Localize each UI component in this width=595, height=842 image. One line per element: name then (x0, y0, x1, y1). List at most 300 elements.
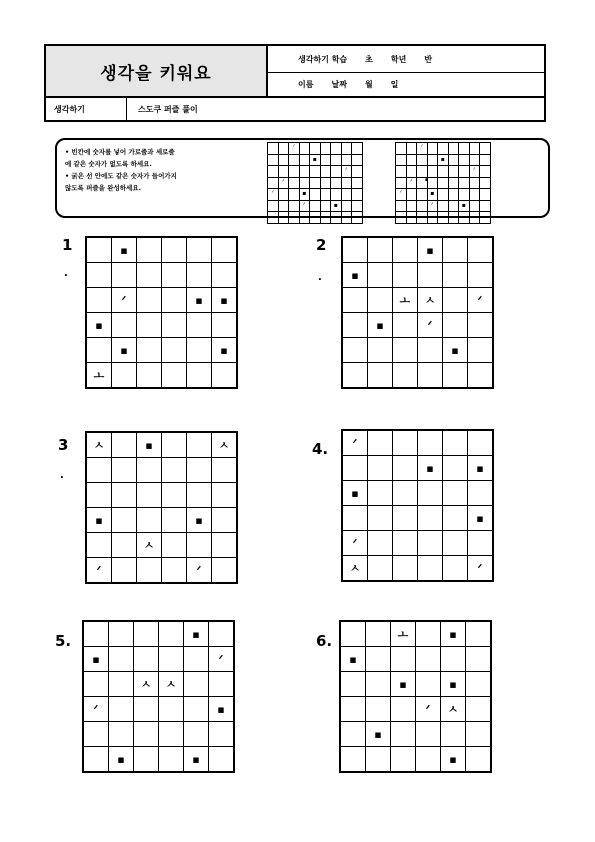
grid-cell[interactable] (368, 556, 393, 582)
grid-cell[interactable] (137, 313, 162, 338)
grid-cell[interactable] (162, 432, 187, 458)
grid-cell[interactable] (340, 621, 366, 647)
grid-cell[interactable] (418, 531, 443, 556)
header-field: 날짜 (331, 79, 347, 89)
grid-cell[interactable] (391, 697, 416, 722)
grid-cell[interactable] (162, 288, 187, 313)
grid-row (340, 697, 491, 722)
grid-row (342, 506, 493, 531)
grid-cell[interactable] (137, 483, 162, 508)
example-row (268, 189, 363, 201)
grid-cell[interactable] (366, 647, 391, 672)
grid-cell[interactable] (162, 458, 187, 483)
grid-cell[interactable] (418, 506, 443, 531)
grid-cell[interactable]: ᐟ (418, 313, 443, 338)
grid-cell[interactable] (212, 458, 238, 483)
grid-cell[interactable]: ▪ (187, 288, 212, 313)
grid-cell[interactable] (441, 647, 466, 672)
grid-cell[interactable] (466, 747, 492, 773)
grid-cell[interactable] (162, 338, 187, 363)
grid-cell[interactable] (466, 697, 492, 722)
grid-cell[interactable] (137, 288, 162, 313)
grid-cell[interactable] (184, 647, 209, 672)
grid-cell[interactable] (366, 621, 391, 647)
grid-cell[interactable]: ㅗ (86, 363, 112, 389)
grid-row (342, 456, 493, 481)
grid-cell[interactable] (137, 458, 162, 483)
grid-cell[interactable]: ᐟ (342, 430, 368, 456)
grid-cell[interactable]: ᐟ (112, 288, 137, 313)
grid-cell[interactable] (209, 621, 235, 647)
grid-cell[interactable] (134, 747, 159, 773)
grid-cell[interactable]: ▪ (443, 338, 468, 363)
grid-cell[interactable]: ᐟ (187, 558, 212, 584)
header-row-name (268, 72, 544, 98)
grid-cell[interactable] (368, 456, 393, 481)
grid-cell[interactable]: ㅗ (393, 288, 418, 313)
grid-cell[interactable] (162, 237, 187, 263)
grid-cell[interactable] (134, 722, 159, 747)
grid-cell[interactable]: ᐟ (468, 288, 494, 313)
grid-cell[interactable] (416, 722, 441, 747)
grid-cell[interactable] (112, 558, 137, 584)
example-cell (289, 212, 300, 224)
example-cell (480, 189, 491, 201)
grid-cell[interactable] (187, 263, 212, 288)
grid-cell[interactable] (393, 456, 418, 481)
grid-row (342, 531, 493, 556)
grid-cell[interactable] (443, 531, 468, 556)
grid-cell[interactable] (466, 672, 492, 697)
instruction-line: 에 같은 숫자가 없도록 하세요. (65, 160, 152, 168)
grid-cell[interactable] (212, 313, 238, 338)
example-cell (320, 189, 331, 201)
example-cell (417, 212, 428, 224)
example-cell (352, 189, 363, 201)
grid-cell[interactable] (443, 430, 468, 456)
grid-cell[interactable] (212, 533, 238, 558)
grid-cell[interactable] (137, 237, 162, 263)
grid-cell[interactable] (443, 456, 468, 481)
grid-cell[interactable]: ㅅ (86, 432, 112, 458)
grid-cell[interactable]: ▪ (137, 432, 162, 458)
grid-cell[interactable] (342, 288, 368, 313)
grid-cell[interactable] (340, 672, 366, 697)
grid-cell[interactable] (184, 722, 209, 747)
grid-cell[interactable] (109, 621, 134, 647)
example-cell (406, 189, 417, 201)
example-cell: ▪ (438, 154, 449, 166)
grid-cell[interactable] (443, 237, 468, 263)
grid-cell[interactable] (209, 747, 235, 773)
grid-cell[interactable] (441, 722, 466, 747)
grid-cell[interactable] (209, 672, 235, 697)
grid-cell[interactable] (86, 237, 112, 263)
header-row-info (268, 46, 544, 73)
grid-cell[interactable] (137, 338, 162, 363)
grid-cell[interactable] (112, 508, 137, 533)
example-cell (268, 143, 279, 155)
example-cell (396, 154, 407, 166)
puzzle-number: 6. (316, 632, 333, 650)
grid-cell[interactable] (134, 697, 159, 722)
grid-cell[interactable] (443, 556, 468, 582)
example-cell (289, 154, 300, 166)
grid-cell[interactable]: ▪ (109, 747, 134, 773)
grid-cell[interactable] (162, 508, 187, 533)
grid-cell[interactable]: ᐟ (209, 647, 235, 672)
grid-cell[interactable]: ▪ (468, 456, 494, 481)
grid-cell[interactable] (342, 363, 368, 389)
grid-cell[interactable]: ᐟ (468, 556, 494, 582)
grid-cell[interactable] (468, 338, 494, 363)
grid-cell[interactable] (368, 481, 393, 506)
example-cell: ᐟ (341, 166, 352, 178)
grid-cell[interactable] (109, 672, 134, 697)
example-cell: ▪ (331, 200, 342, 212)
grid-cell[interactable] (112, 432, 137, 458)
grid-cell[interactable] (109, 697, 134, 722)
grid-cell[interactable]: ▪ (468, 506, 494, 531)
example-cell (268, 200, 279, 212)
grid-cell[interactable] (418, 338, 443, 363)
grid-cell[interactable] (212, 363, 238, 389)
grid-cell[interactable] (83, 722, 109, 747)
grid-cell[interactable]: ㅅ (134, 672, 159, 697)
grid-row (340, 747, 491, 773)
grid-row (340, 672, 491, 697)
grid-cell[interactable] (162, 313, 187, 338)
grid-cell[interactable] (368, 506, 393, 531)
example-cell (406, 212, 417, 224)
example-cell (352, 154, 363, 166)
grid-cell[interactable] (83, 747, 109, 773)
grid-cell[interactable]: ᐟ (83, 697, 109, 722)
example-cell (448, 154, 459, 166)
grid-cell[interactable] (468, 313, 494, 338)
grid-cell[interactable]: ㅗ (391, 621, 416, 647)
grid-cell[interactable]: ᐟ (342, 531, 368, 556)
grid-cell[interactable] (443, 506, 468, 531)
grid-cell[interactable]: ㅅ (418, 288, 443, 313)
grid-cell[interactable] (342, 456, 368, 481)
grid-cell[interactable]: ㅅ (212, 432, 238, 458)
grid-cell[interactable] (162, 533, 187, 558)
grid-cell[interactable] (342, 338, 368, 363)
grid-cell[interactable] (340, 722, 366, 747)
example-cell: ▪ (299, 189, 310, 201)
example-cell: ᐟ (289, 143, 300, 155)
grid-cell[interactable] (112, 533, 137, 558)
grid-cell[interactable] (162, 483, 187, 508)
grid-cell[interactable]: ▪ (368, 313, 393, 338)
grid-cell[interactable] (393, 363, 418, 389)
instruction-line: • 빈칸에 숫자를 넣어 가로줄과 세로줄 (65, 148, 175, 156)
grid-cell[interactable] (391, 647, 416, 672)
grid-cell[interactable] (159, 722, 184, 747)
grid-cell[interactable]: ㅅ (441, 697, 466, 722)
example-cell (310, 212, 321, 224)
grid-cell[interactable] (468, 263, 494, 288)
grid-cell[interactable]: ᐟ (416, 697, 441, 722)
grid-cell[interactable] (393, 263, 418, 288)
grid-cell[interactable] (368, 288, 393, 313)
topic-label: 생각하기 (54, 105, 85, 114)
grid-cell[interactable]: ▪ (86, 313, 112, 338)
grid-row (340, 722, 491, 747)
example-row (268, 200, 363, 212)
grid-cell[interactable] (162, 263, 187, 288)
grid-cell[interactable] (416, 747, 441, 773)
example-cell (341, 200, 352, 212)
example-cell (469, 212, 480, 224)
grid-cell[interactable] (393, 531, 418, 556)
grid-row (86, 508, 237, 533)
grid-cell[interactable] (134, 647, 159, 672)
example-cell: ᐟ (427, 200, 438, 212)
grid-cell[interactable] (137, 363, 162, 389)
example-cell (278, 143, 289, 155)
example-row (268, 166, 363, 178)
grid-cell[interactable] (416, 672, 441, 697)
grid-cell[interactable] (187, 338, 212, 363)
grid-cell[interactable] (416, 647, 441, 672)
grid-cell[interactable] (366, 672, 391, 697)
grid-cell[interactable] (159, 697, 184, 722)
grid-cell[interactable] (418, 481, 443, 506)
grid-row (86, 533, 237, 558)
grid-cell[interactable] (187, 533, 212, 558)
grid-cell[interactable]: ▪ (212, 338, 238, 363)
example-cell (320, 143, 331, 155)
grid-cell[interactable] (342, 313, 368, 338)
grid-cell[interactable] (391, 747, 416, 773)
puzzle-number: 3 (58, 436, 69, 454)
grid-cell[interactable] (159, 747, 184, 773)
grid-cell[interactable] (443, 313, 468, 338)
grid-cell[interactable] (368, 531, 393, 556)
grid-cell[interactable] (212, 263, 238, 288)
grid-cell[interactable] (468, 363, 494, 389)
grid-cell[interactable]: ▪ (112, 237, 137, 263)
grid-cell[interactable]: ㅅ (159, 672, 184, 697)
grid-cell[interactable] (137, 508, 162, 533)
grid-cell[interactable]: ▪ (83, 647, 109, 672)
grid-row (342, 313, 493, 338)
grid-cell[interactable] (212, 558, 238, 584)
grid-cell[interactable] (342, 506, 368, 531)
grid-cell[interactable] (418, 556, 443, 582)
grid-cell[interactable]: ㅅ (137, 533, 162, 558)
example-cell (417, 189, 428, 201)
grid-cell[interactable]: ▪ (441, 621, 466, 647)
grid-cell[interactable] (162, 363, 187, 389)
grid-cell[interactable]: ▪ (212, 288, 238, 313)
example-cell (448, 200, 459, 212)
sudoku-grid-6 (339, 620, 492, 773)
grid-row (342, 363, 493, 389)
grid-cell[interactable] (366, 697, 391, 722)
grid-cell[interactable] (443, 263, 468, 288)
example-cell (427, 166, 438, 178)
grid-cell[interactable]: ᐟ (86, 558, 112, 584)
grid-cell[interactable] (187, 363, 212, 389)
grid-cell[interactable] (340, 747, 366, 773)
grid-cell[interactable] (83, 672, 109, 697)
grid-cell[interactable] (342, 237, 368, 263)
example-cell (320, 154, 331, 166)
sudoku-grid-3 (85, 431, 238, 584)
grid-cell[interactable] (137, 263, 162, 288)
grid-cell[interactable] (340, 697, 366, 722)
grid-cell[interactable] (159, 621, 184, 647)
grid-cell[interactable] (468, 430, 494, 456)
grid-cell[interactable] (86, 483, 112, 508)
grid-cell[interactable] (109, 647, 134, 672)
example-cell (352, 200, 363, 212)
grid-cell[interactable]: ▪ (391, 672, 416, 697)
grid-cell[interactable] (393, 556, 418, 582)
grid-cell[interactable] (393, 338, 418, 363)
grid-cell[interactable] (86, 458, 112, 483)
grid-cell[interactable] (86, 288, 112, 313)
grid-cell[interactable] (418, 430, 443, 456)
instructions-text (65, 146, 260, 194)
grid-cell[interactable] (112, 313, 137, 338)
grid-cell[interactable]: ▪ (366, 722, 391, 747)
grid-cell[interactable] (468, 481, 494, 506)
grid-cell[interactable] (466, 722, 492, 747)
grid-cell[interactable]: ▪ (441, 672, 466, 697)
grid-cell[interactable] (416, 621, 441, 647)
puzzle-number: 5. (55, 632, 72, 650)
grid-cell[interactable] (468, 531, 494, 556)
example-cell (448, 189, 459, 201)
grid-cell[interactable] (187, 483, 212, 508)
grid-cell[interactable]: ▪ (184, 747, 209, 773)
grid-cell[interactable] (162, 558, 187, 584)
grid-cell[interactable] (212, 237, 238, 263)
grid-cell[interactable]: ㅅ (342, 556, 368, 582)
grid-cell[interactable] (368, 363, 393, 389)
grid-cell[interactable] (212, 483, 238, 508)
example-cell (341, 154, 352, 166)
grid-cell[interactable] (184, 672, 209, 697)
grid-cell[interactable] (159, 647, 184, 672)
example-cell (341, 212, 352, 224)
grid-cell[interactable] (366, 747, 391, 773)
puzzle-number: 1 (62, 236, 73, 254)
grid-cell[interactable] (83, 621, 109, 647)
example-cell (299, 177, 310, 189)
example-row (268, 212, 363, 224)
example-cell (406, 166, 417, 178)
grid-row (342, 481, 493, 506)
example-cell (396, 143, 407, 155)
example-grid-before (267, 142, 363, 224)
example-cell (417, 177, 428, 189)
example-cell (448, 166, 459, 178)
example-cell (331, 166, 342, 178)
grid-cell[interactable]: ▪ (342, 263, 368, 288)
grid-cell[interactable] (391, 722, 416, 747)
grid-cell[interactable]: ▪ (187, 508, 212, 533)
grid-cell[interactable] (184, 697, 209, 722)
grid-cell[interactable] (393, 430, 418, 456)
grid-cell[interactable] (187, 432, 212, 458)
grid-cell[interactable] (393, 506, 418, 531)
grid-cell[interactable] (112, 263, 137, 288)
grid-cell[interactable] (112, 363, 137, 389)
grid-cell[interactable] (137, 558, 162, 584)
grid-cell[interactable] (109, 722, 134, 747)
grid-cell[interactable] (134, 621, 159, 647)
grid-cell[interactable] (86, 533, 112, 558)
grid-cell[interactable] (393, 481, 418, 506)
grid-cell[interactable] (187, 313, 212, 338)
grid-cell[interactable]: ▪ (86, 508, 112, 533)
grid-cell[interactable] (466, 621, 492, 647)
example-cell (438, 143, 449, 155)
example-cell (331, 177, 342, 189)
sudoku-grid-1 (85, 236, 238, 389)
grid-cell[interactable] (86, 263, 112, 288)
example-cell (320, 177, 331, 189)
grid-cell[interactable] (212, 508, 238, 533)
grid-cell[interactable]: ▪ (441, 747, 466, 773)
example-row (396, 200, 491, 212)
grid-cell[interactable] (368, 237, 393, 263)
example-cell (352, 212, 363, 224)
example-cell (331, 212, 342, 224)
grid-cell[interactable] (418, 363, 443, 389)
grid-cell[interactable] (368, 430, 393, 456)
example-cell (480, 166, 491, 178)
grid-cell[interactable] (443, 363, 468, 389)
grid-cell[interactable]: ▪ (418, 237, 443, 263)
grid-cell[interactable] (187, 458, 212, 483)
example-row (396, 166, 491, 178)
grid-cell[interactable] (466, 647, 492, 672)
grid-cell[interactable] (443, 481, 468, 506)
grid-cell[interactable]: ▪ (112, 338, 137, 363)
grid-cell[interactable] (443, 288, 468, 313)
grid-cell[interactable] (86, 338, 112, 363)
grid-cell[interactable] (368, 338, 393, 363)
grid-cell[interactable]: ▪ (184, 621, 209, 647)
grid-cell[interactable]: ▪ (418, 456, 443, 481)
grid-cell[interactable] (393, 237, 418, 263)
grid-cell[interactable]: ▪ (340, 647, 366, 672)
example-cell (341, 143, 352, 155)
grid-cell[interactable] (112, 458, 137, 483)
example-row (396, 143, 491, 155)
grid-cell[interactable] (187, 237, 212, 263)
grid-cell[interactable] (468, 237, 494, 263)
grid-cell[interactable] (368, 263, 393, 288)
example-cell (310, 189, 321, 201)
sudoku-grid-5 (82, 620, 235, 773)
header-field: 생각하기 학습 (298, 54, 348, 64)
grid-cell[interactable] (112, 483, 137, 508)
example-cell (459, 189, 470, 201)
grid-cell[interactable] (209, 722, 235, 747)
grid-cell[interactable] (393, 313, 418, 338)
grid-row (83, 672, 234, 697)
grid-cell[interactable]: ▪ (209, 697, 235, 722)
grid-cell[interactable] (418, 263, 443, 288)
grid-cell[interactable]: ▪ (342, 481, 368, 506)
